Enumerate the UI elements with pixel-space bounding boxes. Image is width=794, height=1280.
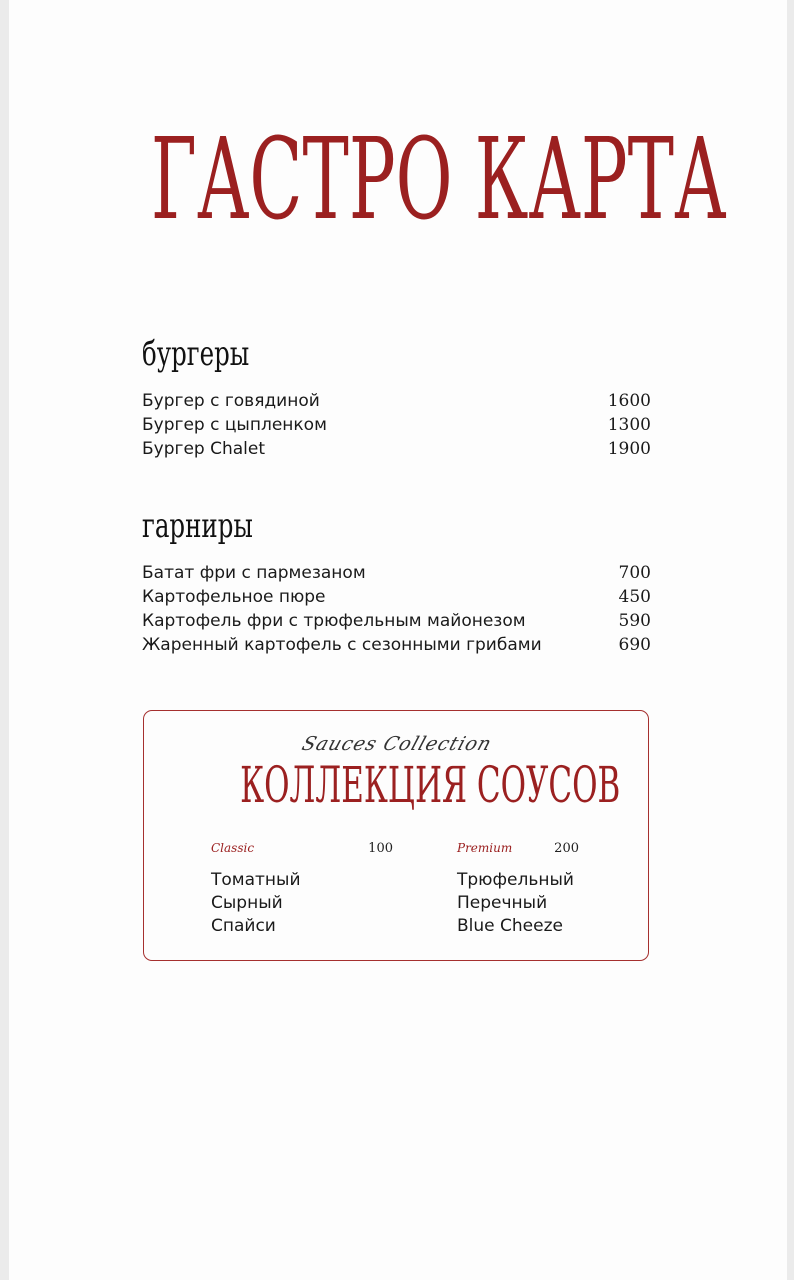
list-item (142, 413, 651, 437)
sauces-title: КОЛЛЕКЦИЯ СОУСОВ (240, 756, 621, 814)
item-name: Картофель фри с трюфельным майонезом (142, 611, 526, 631)
sauce-item: Томатный (211, 870, 301, 890)
sauce-item: Спайси (211, 916, 276, 936)
item-price: 1600 (607, 391, 651, 411)
logo: ГАСТРО КАРТА (150, 115, 727, 245)
item-name: Картофельное пюре (142, 587, 326, 607)
premium-sauces (457, 841, 639, 938)
section-title-sides: гарниры (142, 506, 253, 546)
list-item (142, 633, 651, 657)
item-price: 700 (618, 563, 651, 583)
sauces-script-title: Sauces Collection (299, 733, 495, 755)
classic-sauces (211, 841, 393, 938)
item-name: Жаренный картофель с сезонными грибами (142, 635, 542, 655)
list-item (142, 437, 651, 461)
list-item (142, 561, 651, 585)
item-name: Бургер Chalet (142, 439, 266, 459)
sides-list (142, 561, 651, 657)
premium-price: 200 (554, 841, 579, 856)
sauce-item: Трюфельный (457, 870, 574, 890)
classic-header (211, 841, 393, 861)
sauce-item: Blue Cheeze (457, 916, 563, 936)
sauces-collection-box (143, 710, 649, 961)
item-name: Бургер с говядиной (142, 391, 320, 411)
premium-label: Premium (457, 841, 513, 855)
list-item (142, 609, 651, 633)
item-price: 450 (618, 587, 651, 607)
section-title-burgers: бургеры (142, 334, 250, 374)
item-price: 690 (618, 635, 651, 655)
item-price: 590 (618, 611, 651, 631)
list-item (142, 585, 651, 609)
classic-price: 100 (368, 841, 393, 856)
classic-label: Classic (211, 841, 255, 855)
item-name: Батат фри с пармезаном (142, 563, 366, 583)
sauce-item: Перечный (457, 893, 548, 913)
item-name: Бургер с цыпленком (142, 415, 327, 435)
list-item (142, 389, 651, 413)
item-price: 1300 (607, 415, 651, 435)
burgers-list (142, 389, 651, 461)
sauce-item: Сырный (211, 893, 283, 913)
premium-header (457, 841, 639, 861)
item-price: 1900 (607, 439, 651, 459)
